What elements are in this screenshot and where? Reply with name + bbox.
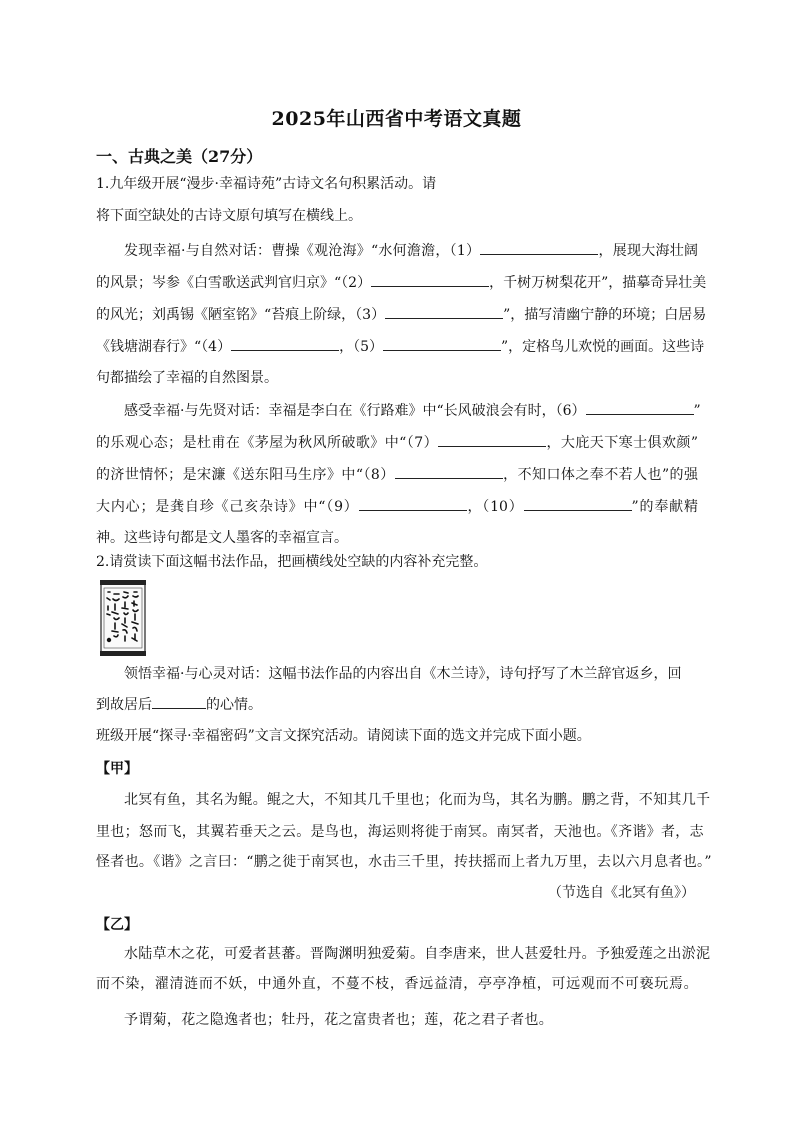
- paragraph-line: [96, 432, 698, 453]
- fill-blank-5[interactable]: [383, 336, 501, 351]
- passage-source: （节选自《北冥有鱼》）: [548, 885, 695, 901]
- fill-blank-6[interactable]: [586, 400, 694, 415]
- paragraph-line: [96, 528, 698, 548]
- text-run: ，展现大海壮阔: [598, 243, 699, 259]
- text-run: ”的奉献精: [631, 499, 698, 515]
- question-2-intro: [96, 552, 698, 572]
- fill-blank-9[interactable]: [359, 496, 467, 511]
- text-run: 班级开展“探寻·幸福密码”文言文探究活动。请阅读下面的选文并完成下面小题。: [96, 728, 591, 744]
- fill-blank-calligraphy[interactable]: [152, 694, 206, 709]
- paragraph-line: [96, 336, 705, 357]
- text-run: ”: [693, 403, 701, 419]
- text-run: 的乐观心态；是杜甫在《茅屋为秋风所破歌》中“（7）: [96, 435, 439, 451]
- passage-label-yi: 【乙】: [96, 917, 138, 933]
- fill-blank-8[interactable]: [395, 464, 503, 479]
- passage-line: 怪者也。《谐》之言曰：“鹏之徙于南冥也，水击三千里，抟扶摇而上者九万里，去以六月息者也。”: [96, 854, 712, 870]
- passage-label-jia: 【甲】: [96, 761, 138, 777]
- passage-line: 里也；怒而飞，其翼若垂天之云。是鸟也，海运则将徙于南冥。南冥者，天池也。《齐谐》者，志: [96, 824, 704, 840]
- text-run: ，不知口体之奉不若人也”的强: [502, 467, 698, 483]
- paragraph-line: [124, 400, 701, 421]
- paragraph-line: [96, 694, 698, 715]
- question-1-intro-2: [96, 206, 698, 226]
- text-run: ”，描写清幽宁静的环境；白居易: [503, 307, 707, 323]
- text-run: 《钱塘湖春行》“（4）: [96, 339, 232, 355]
- fill-blank-4[interactable]: [231, 336, 339, 351]
- text-run: 句都描绘了幸福的自然图景。: [96, 370, 278, 386]
- fill-blank-10[interactable]: [524, 496, 632, 511]
- fill-blank-7[interactable]: [438, 432, 546, 447]
- paragraph-line: [96, 304, 707, 325]
- calligraphy-scroll-image: [100, 580, 146, 656]
- text-run: 的风景；岑参《白雪歌送武判官归京》“（2）: [96, 275, 372, 291]
- text-run: ，（5）: [339, 339, 383, 355]
- passage-line: 水陆草木之花，可爱者甚蕃。晋陶渊明独爱菊。自李唐来，世人甚爱牡丹。予独爱莲之出淤泥: [124, 946, 711, 962]
- paragraph-line: [124, 664, 698, 684]
- text-run: 到故居后: [96, 697, 152, 713]
- section-heading: 一、古典之美（27分）: [96, 147, 263, 166]
- text-run: 领悟幸福·与心灵对话：这幅书法作品的内容出自《木兰诗》，诗句抒写了木兰辞官返乡，回: [124, 666, 682, 682]
- activity-intro: [96, 726, 698, 746]
- text-run: 的风光；刘禹锡《陋室铭》“苔痕上阶绿，（3）: [96, 307, 386, 323]
- intro-line-1: 1.九年级开展“漫步·幸福诗苑”古诗文名句积累活动。请: [96, 176, 437, 192]
- text-run: 的心情。: [206, 697, 262, 713]
- paragraph-line: [96, 368, 698, 388]
- fill-blank-1[interactable]: [480, 240, 598, 255]
- text-run: ，（10）: [466, 499, 524, 515]
- fill-blank-3[interactable]: [385, 304, 503, 319]
- fill-blank-2[interactable]: [371, 272, 489, 287]
- passage-line: 北冥有鱼，其名为鲲。鲲之大，不知其几千里也；化而为鸟，其名为鹏。鹏之背，不知其几千: [124, 792, 711, 808]
- paragraph-line: [96, 496, 698, 517]
- paragraph-line: [96, 464, 698, 485]
- text-run: 发现幸福·与自然对话：曹操《观沧海》“水何澹澹，（1）: [124, 243, 481, 259]
- text-run: 的济世情怀；是宋濂《送东阳马生序》中“（8）: [96, 467, 395, 483]
- paragraph-line: [96, 272, 707, 293]
- text-run: ，千树万树梨花开”，描摹奇异壮美: [489, 275, 707, 291]
- text-run: 神。这些诗句都是文人墨客的幸福宣言。: [96, 530, 348, 546]
- passage-line: 予谓菊，花之隐逸者也；牡丹，花之富贵者也；莲，花之君子者也。: [124, 1012, 553, 1028]
- text-run: 2.请赏读下面这幅书法作品，把画横线处空缺的内容补充完整。: [96, 554, 488, 570]
- paragraph-line: [124, 240, 698, 261]
- page-title: 2025年山西省中考语文真题: [271, 108, 522, 130]
- text-run: ”，定格鸟儿欢悦的画面。这些诗: [501, 339, 705, 355]
- passage-line: 而不染，濯清涟而不妖，中通外直，不蔓不枝，香远益清，亭亭净植，可远观而不可亵玩焉。: [96, 976, 698, 992]
- text-run: 大内心；是龚自珍《己亥杂诗》中“（9）: [96, 499, 359, 515]
- question-1-intro: [96, 174, 698, 194]
- intro-line-2: 将下面空缺处的古诗文原句填写在横线上。: [96, 208, 362, 224]
- text-run: 感受幸福·与先贤对话：幸福是李白在《行路难》中“长风破浪会有时，（6）: [124, 403, 586, 419]
- text-run: ，大庇天下寒士俱欢颜”: [546, 435, 698, 451]
